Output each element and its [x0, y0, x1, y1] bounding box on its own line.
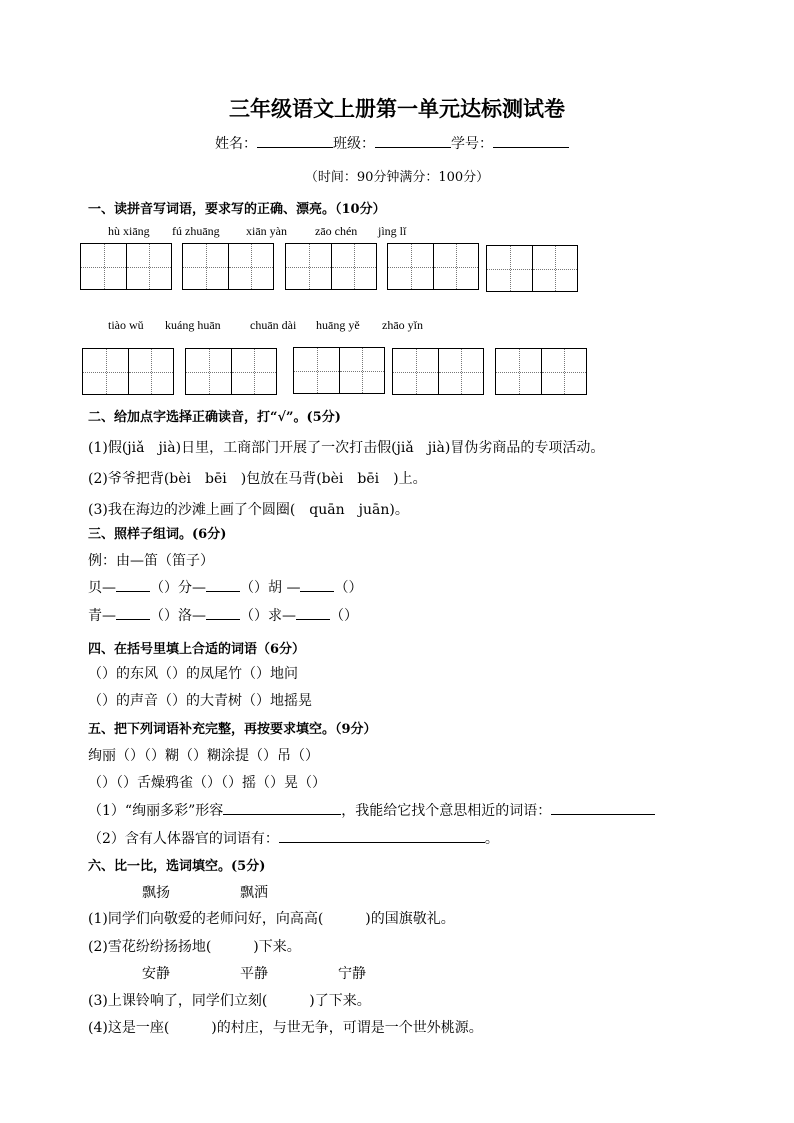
tianzige-box-10[interactable] [495, 348, 587, 395]
prompt-text: （）分— [150, 580, 206, 596]
answer-blank[interactable] [116, 605, 150, 620]
number-blank[interactable] [493, 133, 569, 148]
section2-heading: 二、给加点字选择正确读音，打“√”。(5分) [88, 410, 341, 425]
question-line: （）（）舌燥鸦雀（）（）摇（）晃（） [88, 775, 326, 791]
prompt-text: （） [334, 580, 363, 596]
question-line: (1)同学们向敬爱的老师问好，向高高( )的国旗敬礼。 [88, 911, 455, 927]
pinyin-1: hù xiāng [108, 224, 150, 238]
question-line: (1)假(jiǎ jià)日里，工商部门开展了一次打击假(jiǎ jià)冒伪劣商品的专项活动。 [88, 440, 605, 456]
student-info-line [215, 133, 569, 153]
question-line: (2)爷爷把背(bèi bēi )包放在马背(bèi bēi )上。 [88, 471, 427, 487]
pinyin-5: jìng lǐ [378, 224, 407, 238]
name-label: 姓名： [215, 136, 257, 152]
section5-heading: 五、把下列词语补充完整，再按要求填空。（9分） [88, 722, 377, 737]
word-choice: 飘洒 [240, 885, 268, 901]
class-label: 班级： [333, 136, 375, 152]
word-build-line-1 [88, 577, 362, 597]
section6-heading: 六、比一比，选词填空。(5分) [88, 859, 266, 874]
word-choice: 平静 [240, 966, 268, 982]
answer-blank[interactable] [551, 800, 655, 815]
section4-heading: 四、在括号里填上合适的词语（6分） [88, 642, 306, 657]
prompt-text: （）求— [240, 608, 296, 624]
prompt-text: 青— [88, 608, 116, 624]
tianzige-box-1[interactable] [80, 243, 172, 290]
fill-question-1 [88, 800, 655, 820]
answer-blank[interactable] [300, 577, 334, 592]
prompt-text: 。 [484, 831, 499, 847]
pinyin-2: fú zhuāng [172, 224, 220, 238]
tianzige-box-7[interactable] [185, 348, 277, 395]
prompt-text: （）洛— [150, 608, 206, 624]
prompt-text: （）胡 — [240, 580, 301, 596]
word-choice: 飘扬 [142, 885, 170, 901]
pinyin-3: xiān yàn [246, 224, 287, 238]
tianzige-box-2[interactable] [182, 243, 274, 290]
prompt-text: （） [330, 608, 358, 624]
word-choice: 安静 [142, 966, 170, 982]
fill-question-2 [88, 828, 499, 848]
example-line: 例：由—笛（笛子） [88, 553, 214, 569]
number-label: 学号： [451, 136, 493, 152]
time-note: （时间：90分钟满分：100分） [304, 170, 490, 185]
section3-heading: 三、照样子组词。(6分) [88, 527, 227, 542]
answer-blank[interactable] [296, 605, 330, 620]
question-line: （）的声音（）的大青树（）地摇晃 [88, 693, 312, 709]
answer-blank[interactable] [223, 800, 341, 815]
prompt-text: 贝— [88, 580, 116, 596]
section1-heading: 一、读拼音写词语，要求写的正确、漂亮。（10分） [88, 202, 386, 217]
question-line: 绚丽（）（）糊（）糊涂提（）吊（） [88, 748, 319, 764]
pinyin-10: zhāo yǐn [382, 318, 423, 332]
answer-blank[interactable] [206, 605, 240, 620]
question-line: (4)这是一座( )的村庄，与世无争，可谓是一个世外桃源。 [88, 1020, 483, 1036]
answer-blank[interactable] [116, 577, 150, 592]
tianzige-box-3[interactable] [285, 243, 377, 290]
answer-blank[interactable] [279, 828, 485, 843]
pinyin-9: huāng yě [316, 318, 360, 332]
tianzige-box-4[interactable] [387, 243, 479, 290]
pinyin-6: tiào wǔ [108, 318, 144, 332]
pinyin-7: kuáng huān [165, 318, 221, 332]
tianzige-box-5[interactable] [486, 245, 578, 292]
answer-blank[interactable] [206, 577, 240, 592]
prompt-text: （1）“绚丽多彩”形容 [88, 803, 224, 819]
tianzige-box-9[interactable] [392, 348, 484, 395]
word-choice: 宁静 [338, 966, 366, 982]
class-blank[interactable] [375, 133, 451, 148]
tianzige-box-6[interactable] [82, 348, 174, 395]
prompt-text: （2）含有人体器官的词语有： [88, 831, 279, 847]
question-line: （）的东风（）的凤尾竹（）地问 [88, 666, 298, 682]
name-blank[interactable] [257, 133, 333, 148]
question-line: (3)我在海边的沙滩上画了个圆圈( quān juān)。 [88, 502, 409, 518]
tianzige-box-8[interactable] [293, 347, 385, 394]
pinyin-8: chuān dài [250, 318, 297, 332]
question-line: (2)雪花纷纷扬扬地( )下来。 [88, 939, 301, 955]
page-title: 三年级语文上册第一单元达标测试卷 [229, 96, 565, 121]
prompt-text: ，我能给它找个意思相近的词语： [341, 803, 552, 819]
question-line: (3)上课铃响了，同学们立刻( )了下来。 [88, 993, 371, 1009]
pinyin-4: zāo chén [315, 224, 358, 238]
word-build-line-2 [88, 605, 358, 625]
